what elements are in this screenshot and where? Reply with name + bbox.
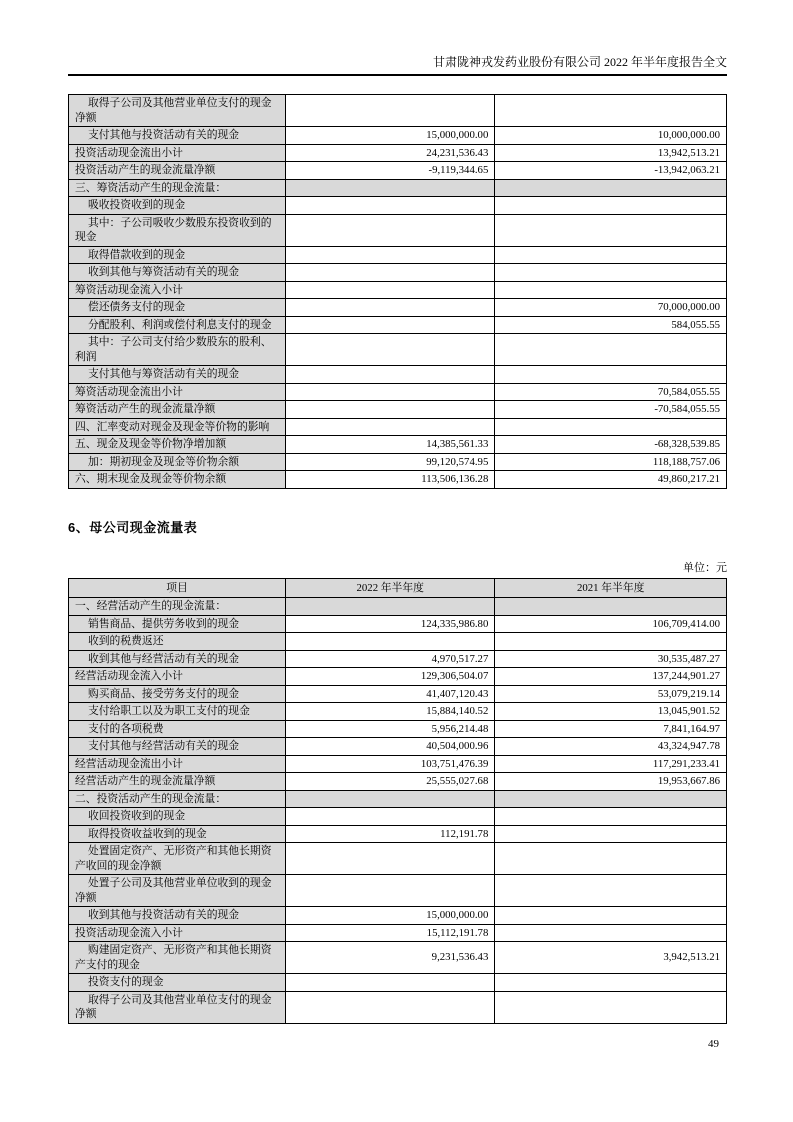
row-value-2021: 3,942,513.21 bbox=[495, 942, 727, 974]
col-header-item: 项目 bbox=[69, 578, 286, 598]
row-value-2021: 10,000,000.00 bbox=[495, 127, 727, 145]
row-label: 投资活动产生的现金流量净额 bbox=[69, 162, 286, 180]
row-label: 支付给职工以及为职工支付的现金 bbox=[69, 703, 286, 721]
table-row bbox=[69, 843, 727, 875]
row-value-2022 bbox=[286, 214, 495, 246]
row-label: 收到其他与经营活动有关的现金 bbox=[69, 650, 286, 668]
row-value-2022: 124,335,986.80 bbox=[286, 615, 495, 633]
table-row bbox=[69, 942, 727, 974]
row-value-2022: 24,231,536.43 bbox=[286, 144, 495, 162]
row-label: 购建固定资产、无形资产和其他长期资产支付的现金 bbox=[69, 942, 286, 974]
row-value-2022 bbox=[286, 790, 495, 808]
row-label: 处置固定资产、无形资产和其他长期资产收回的现金净额 bbox=[69, 843, 286, 875]
table-row bbox=[69, 907, 727, 925]
row-value-2021 bbox=[495, 214, 727, 246]
row-label: 偿还债务支付的现金 bbox=[69, 299, 286, 317]
row-value-2021: 70,584,055.55 bbox=[495, 383, 727, 401]
table-row bbox=[69, 401, 727, 419]
row-value-2022: 103,751,476.39 bbox=[286, 755, 495, 773]
row-label: 三、筹资活动产生的现金流量： bbox=[69, 179, 286, 197]
row-value-2022 bbox=[286, 281, 495, 299]
row-label: 吸收投资收到的现金 bbox=[69, 197, 286, 215]
table-row bbox=[69, 366, 727, 384]
row-value-2022 bbox=[286, 991, 495, 1023]
table-row bbox=[69, 924, 727, 942]
row-value-2021: 584,055.55 bbox=[495, 316, 727, 334]
table-row bbox=[69, 436, 727, 454]
row-value-2021 bbox=[495, 197, 727, 215]
row-label: 投资支付的现金 bbox=[69, 974, 286, 992]
row-value-2022: 112,191.78 bbox=[286, 825, 495, 843]
page-header bbox=[68, 54, 727, 76]
table-row bbox=[69, 720, 727, 738]
table-row bbox=[69, 127, 727, 145]
row-value-2021 bbox=[495, 95, 727, 127]
row-value-2021 bbox=[495, 418, 727, 436]
row-label: 一、经营活动产生的现金流量： bbox=[69, 598, 286, 616]
row-label: 处置子公司及其他营业单位收到的现金净额 bbox=[69, 875, 286, 907]
row-value-2022 bbox=[286, 383, 495, 401]
page-header-title: 甘肃陇神戎发药业股份有限公司 2022 年半年度报告全文 bbox=[432, 55, 727, 69]
row-value-2022 bbox=[286, 316, 495, 334]
row-value-2021: 70,000,000.00 bbox=[495, 299, 727, 317]
row-label: 取得子公司及其他营业单位支付的现金净额 bbox=[69, 95, 286, 127]
table-row bbox=[69, 95, 727, 127]
row-value-2022 bbox=[286, 401, 495, 419]
row-value-2022: 25,555,027.68 bbox=[286, 773, 495, 791]
section-heading: 6、母公司现金流量表 bbox=[68, 519, 198, 535]
row-label: 取得借款收到的现金 bbox=[69, 246, 286, 264]
table-row bbox=[69, 650, 727, 668]
row-value-2022 bbox=[286, 197, 495, 215]
table-row bbox=[69, 633, 727, 651]
row-value-2022 bbox=[286, 633, 495, 651]
row-value-2021 bbox=[495, 264, 727, 282]
row-label: 五、现金及现金等价物净增加额 bbox=[69, 436, 286, 454]
row-value-2021: 43,324,947.78 bbox=[495, 738, 727, 756]
table-row bbox=[69, 974, 727, 992]
row-value-2021: -13,942,063.21 bbox=[495, 162, 727, 180]
table-row bbox=[69, 316, 727, 334]
row-label: 支付其他与筹资活动有关的现金 bbox=[69, 366, 286, 384]
table-row bbox=[69, 825, 727, 843]
row-value-2021: 13,942,513.21 bbox=[495, 144, 727, 162]
row-value-2022: 40,504,000.96 bbox=[286, 738, 495, 756]
row-value-2022 bbox=[286, 974, 495, 992]
unit-label: 单位：元 bbox=[683, 561, 727, 574]
row-value-2021: 137,244,901.27 bbox=[495, 668, 727, 686]
row-label: 收到其他与筹资活动有关的现金 bbox=[69, 264, 286, 282]
table-row bbox=[69, 598, 727, 616]
row-label: 筹资活动现金流入小计 bbox=[69, 281, 286, 299]
row-value-2022: 14,385,561.33 bbox=[286, 436, 495, 454]
row-label: 收到的税费返还 bbox=[69, 633, 286, 651]
row-value-2022 bbox=[286, 299, 495, 317]
table-row bbox=[69, 668, 727, 686]
row-value-2021: 53,079,219.14 bbox=[495, 685, 727, 703]
row-value-2022: 129,306,504.07 bbox=[286, 668, 495, 686]
row-value-2022: 41,407,120.43 bbox=[286, 685, 495, 703]
table-row bbox=[69, 875, 727, 907]
parent-company-cash-flow-table bbox=[68, 578, 727, 1024]
row-label: 购买商品、接受劳务支付的现金 bbox=[69, 685, 286, 703]
row-label: 经营活动现金流出小计 bbox=[69, 755, 286, 773]
table-row bbox=[69, 162, 727, 180]
table-row bbox=[69, 703, 727, 721]
row-value-2022: 4,970,517.27 bbox=[286, 650, 495, 668]
row-value-2021 bbox=[495, 843, 727, 875]
row-value-2022 bbox=[286, 246, 495, 264]
table-row bbox=[69, 299, 727, 317]
row-value-2021 bbox=[495, 633, 727, 651]
table-row bbox=[69, 179, 727, 197]
row-value-2022: 113,506,136.28 bbox=[286, 471, 495, 489]
consolidated-cash-flow-table-body bbox=[69, 95, 727, 489]
row-label: 其中：子公司吸收少数股东投资收到的现金 bbox=[69, 214, 286, 246]
row-value-2022 bbox=[286, 179, 495, 197]
row-label: 投资活动现金流出小计 bbox=[69, 144, 286, 162]
row-value-2021 bbox=[495, 246, 727, 264]
row-value-2022 bbox=[286, 366, 495, 384]
table-row bbox=[69, 685, 727, 703]
row-label: 筹资活动现金流出小计 bbox=[69, 383, 286, 401]
row-value-2021: 30,535,487.27 bbox=[495, 650, 727, 668]
row-value-2021 bbox=[495, 991, 727, 1023]
table-header-row bbox=[69, 578, 727, 598]
row-value-2022: 15,884,140.52 bbox=[286, 703, 495, 721]
row-value-2021 bbox=[495, 598, 727, 616]
row-value-2022 bbox=[286, 334, 495, 366]
row-value-2022 bbox=[286, 875, 495, 907]
row-label: 分配股利、利润或偿付利息支付的现金 bbox=[69, 316, 286, 334]
row-label: 二、投资活动产生的现金流量： bbox=[69, 790, 286, 808]
row-label: 取得子公司及其他营业单位支付的现金净额 bbox=[69, 991, 286, 1023]
row-value-2022: 99,120,574.95 bbox=[286, 453, 495, 471]
row-value-2022 bbox=[286, 418, 495, 436]
row-value-2022: 15,000,000.00 bbox=[286, 127, 495, 145]
row-label: 取得投资收益收到的现金 bbox=[69, 825, 286, 843]
consolidated-cash-flow-table-continued bbox=[68, 94, 727, 489]
page-number: 49 bbox=[708, 1038, 719, 1050]
row-value-2021 bbox=[495, 808, 727, 826]
row-value-2021: -68,328,539.85 bbox=[495, 436, 727, 454]
row-value-2021 bbox=[495, 179, 727, 197]
row-value-2021: 19,953,667.86 bbox=[495, 773, 727, 791]
row-label: 支付的各项税费 bbox=[69, 720, 286, 738]
row-label: 四、汇率变动对现金及现金等价物的影响 bbox=[69, 418, 286, 436]
row-label: 销售商品、提供劳务收到的现金 bbox=[69, 615, 286, 633]
table-row bbox=[69, 808, 727, 826]
row-value-2021: 13,045,901.52 bbox=[495, 703, 727, 721]
row-value-2022 bbox=[286, 808, 495, 826]
table-row bbox=[69, 790, 727, 808]
row-value-2022: 5,956,214.48 bbox=[286, 720, 495, 738]
table-row bbox=[69, 144, 727, 162]
row-value-2021 bbox=[495, 875, 727, 907]
row-value-2022: 15,112,191.78 bbox=[286, 924, 495, 942]
row-value-2021 bbox=[495, 334, 727, 366]
table-row bbox=[69, 453, 727, 471]
row-value-2022 bbox=[286, 264, 495, 282]
col-header-2022-half: 2022 年半年度 bbox=[286, 578, 495, 598]
row-label: 加：期初现金及现金等价物余额 bbox=[69, 453, 286, 471]
row-label: 其中：子公司支付给少数股东的股利、利润 bbox=[69, 334, 286, 366]
row-value-2021 bbox=[495, 924, 727, 942]
row-value-2022 bbox=[286, 95, 495, 127]
table-row bbox=[69, 264, 727, 282]
table-row bbox=[69, 755, 727, 773]
table-row bbox=[69, 246, 727, 264]
row-label: 经营活动产生的现金流量净额 bbox=[69, 773, 286, 791]
row-value-2022 bbox=[286, 598, 495, 616]
row-value-2022: 9,231,536.43 bbox=[286, 942, 495, 974]
row-label: 六、期末现金及现金等价物余额 bbox=[69, 471, 286, 489]
table-row bbox=[69, 197, 727, 215]
row-value-2021 bbox=[495, 907, 727, 925]
row-label: 收到其他与投资活动有关的现金 bbox=[69, 907, 286, 925]
row-value-2022: -9,119,344.65 bbox=[286, 162, 495, 180]
col-header-2021-half: 2021 年半年度 bbox=[495, 578, 727, 598]
row-label: 筹资活动产生的现金流量净额 bbox=[69, 401, 286, 419]
row-label: 支付其他与经营活动有关的现金 bbox=[69, 738, 286, 756]
row-value-2021: 7,841,164.97 bbox=[495, 720, 727, 738]
row-label: 投资活动现金流入小计 bbox=[69, 924, 286, 942]
row-value-2021: 49,860,217.21 bbox=[495, 471, 727, 489]
table-row bbox=[69, 991, 727, 1023]
table-row bbox=[69, 773, 727, 791]
row-value-2021 bbox=[495, 825, 727, 843]
row-value-2021: -70,584,055.55 bbox=[495, 401, 727, 419]
table-row bbox=[69, 615, 727, 633]
row-value-2021: 117,291,233.41 bbox=[495, 755, 727, 773]
row-value-2021 bbox=[495, 974, 727, 992]
table-row bbox=[69, 281, 727, 299]
row-label: 收回投资收到的现金 bbox=[69, 808, 286, 826]
row-value-2022: 15,000,000.00 bbox=[286, 907, 495, 925]
table-row bbox=[69, 738, 727, 756]
table-row bbox=[69, 214, 727, 246]
row-value-2022 bbox=[286, 843, 495, 875]
parent-company-cash-flow-table-body bbox=[69, 598, 727, 1024]
row-value-2021: 106,709,414.00 bbox=[495, 615, 727, 633]
table-row bbox=[69, 383, 727, 401]
row-value-2021 bbox=[495, 281, 727, 299]
table-row bbox=[69, 334, 727, 366]
row-label: 经营活动现金流入小计 bbox=[69, 668, 286, 686]
row-value-2021: 118,188,757.06 bbox=[495, 453, 727, 471]
row-label: 支付其他与投资活动有关的现金 bbox=[69, 127, 286, 145]
row-value-2021 bbox=[495, 790, 727, 808]
row-value-2021 bbox=[495, 366, 727, 384]
table-row bbox=[69, 418, 727, 436]
table-row bbox=[69, 471, 727, 489]
